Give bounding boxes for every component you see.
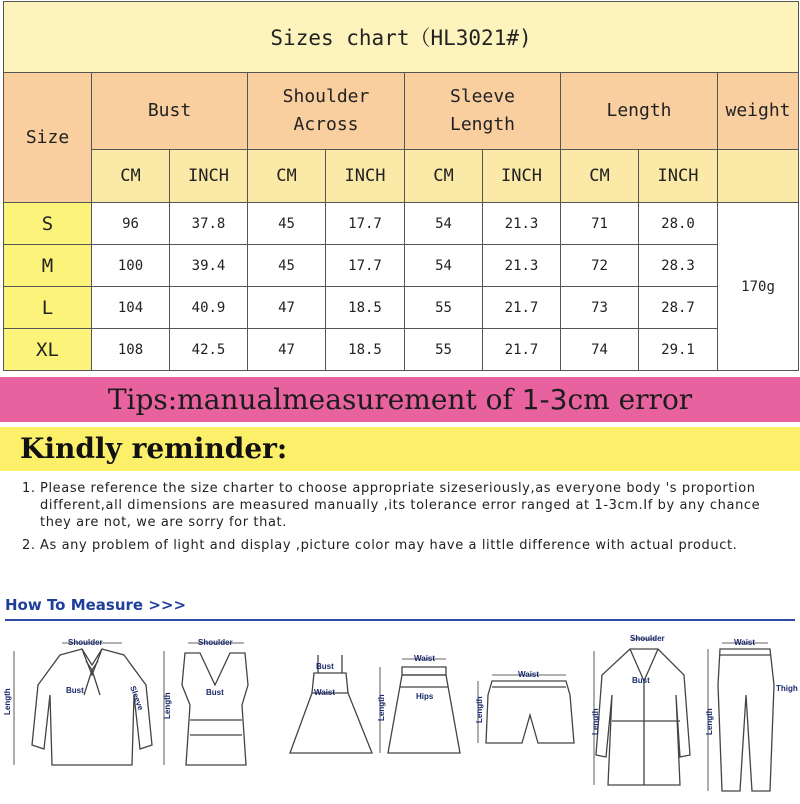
divider (5, 619, 795, 621)
table-row (4, 245, 799, 287)
table-row (4, 287, 799, 329)
tips-banner (0, 377, 800, 422)
tips-range: 1-3 (521, 383, 568, 416)
measure-figures (0, 625, 800, 800)
blouse-figure (32, 649, 152, 765)
chart-title: Sizes chart（HL3021#) (4, 2, 799, 73)
bust-header: Bust (92, 73, 248, 150)
label-shoulder: Shoulder (198, 638, 233, 647)
table-cell: 18.5 (326, 287, 405, 329)
weight-value: 170g (718, 203, 799, 371)
label-waist: Waist (518, 670, 540, 679)
label-bust: Bust (206, 688, 224, 697)
label-waist: Waist (414, 654, 436, 663)
table-cell: 73 (561, 287, 639, 329)
table-cell: 55 (405, 329, 483, 371)
coat-figure (596, 649, 690, 785)
list-item (22, 537, 792, 554)
table-row (4, 329, 799, 371)
table-cell: 37.8 (170, 203, 248, 245)
table-cell: 47 (248, 287, 326, 329)
unit-cell: CM (561, 150, 639, 203)
label-length: Length (591, 708, 600, 735)
table-cell: 55 (405, 287, 483, 329)
how-to-measure-title: How To Measure >>> (5, 596, 187, 614)
shoulder-header: Shoulder Across (248, 73, 405, 150)
list-item (22, 480, 792, 531)
shorts-figure (486, 681, 574, 743)
unit-cell: INCH (639, 150, 718, 203)
unit-cell: INCH (326, 150, 405, 203)
table-cell: 74 (561, 329, 639, 371)
label-shoulder: Shoulder (68, 638, 103, 647)
unit-cell: INCH (483, 150, 561, 203)
table-cell: 72 (561, 245, 639, 287)
table-cell: 108 (92, 329, 170, 371)
list-number: 1. (22, 481, 36, 496)
table-cell: 21.3 (483, 245, 561, 287)
garment-illustrations (0, 625, 800, 800)
table-cell: 21.3 (483, 203, 561, 245)
size-chart-table (3, 1, 799, 371)
sleeve-header: Sleeve Length (405, 73, 561, 150)
pants-figure (718, 649, 774, 791)
skirt-figure (388, 667, 460, 753)
vest-figure (182, 653, 248, 765)
length-header: Length (561, 73, 718, 150)
table-cell: 54 (405, 203, 483, 245)
weight-header: weight (718, 73, 799, 150)
label-hips: Hips (416, 692, 434, 701)
unit-cell: CM (405, 150, 483, 203)
size-label: S (4, 203, 92, 245)
reminder-heading: Kindly reminder: (0, 427, 800, 471)
table-cell: 71 (561, 203, 639, 245)
table-cell: 17.7 (326, 203, 405, 245)
label-thigh: Thigh (776, 684, 798, 693)
table-cell: 104 (92, 287, 170, 329)
label-length: Length (377, 694, 386, 721)
table-cell: 96 (92, 203, 170, 245)
label-length: Length (3, 688, 12, 715)
unit-cell: CM (248, 150, 326, 203)
label-shoulder: Shoulder (630, 634, 665, 643)
table-cell: 28.3 (639, 245, 718, 287)
table-cell: 17.7 (326, 245, 405, 287)
list-number: 2. (22, 538, 36, 553)
list-text: As any problem of light and display ,picture color may have a little difference with actual product. (40, 538, 738, 553)
label-bust: Bust (316, 662, 334, 671)
size-label: M (4, 245, 92, 287)
table-cell: 21.7 (483, 329, 561, 371)
label-length: Length (475, 696, 484, 723)
table-cell: 40.9 (170, 287, 248, 329)
table-cell: 29.1 (639, 329, 718, 371)
tips-text: Tips:manualmeasurement of (107, 383, 522, 416)
table-cell: 45 (248, 245, 326, 287)
label-waist: Waist (314, 688, 336, 697)
table-cell: 100 (92, 245, 170, 287)
label-bust: Bust (66, 686, 84, 695)
table-cell: 39.4 (170, 245, 248, 287)
table-cell: 18.5 (326, 329, 405, 371)
size-header: Size (4, 73, 92, 203)
label-bust: Bust (632, 676, 650, 685)
label-length: Length (163, 692, 172, 719)
label-waist: Waist (734, 638, 756, 647)
table-cell: 42.5 (170, 329, 248, 371)
weight-unit-cell (718, 150, 799, 203)
size-label: XL (4, 329, 92, 371)
label-length: Length (705, 708, 714, 735)
unit-cell: CM (92, 150, 170, 203)
table-cell: 45 (248, 203, 326, 245)
table-cell: 28.7 (639, 287, 718, 329)
size-label: L (4, 287, 92, 329)
table-row (4, 203, 799, 245)
list-text: Please reference the size charter to choose appropriate sizeseriously,as everyone body 's proportion different,all dimensions are measured manually ,its tolerance error ranged at 1-3cm.If by any chance they are not, we are sorry for that. (40, 481, 761, 530)
table-cell: 54 (405, 245, 483, 287)
table-cell: 28.0 (639, 203, 718, 245)
tips-suffix: cm error (567, 383, 693, 416)
unit-cell: INCH (170, 150, 248, 203)
table-cell: 21.7 (483, 287, 561, 329)
label-sleeve: Sleeve (128, 684, 146, 712)
table-cell: 47 (248, 329, 326, 371)
reminder-list (22, 480, 792, 560)
